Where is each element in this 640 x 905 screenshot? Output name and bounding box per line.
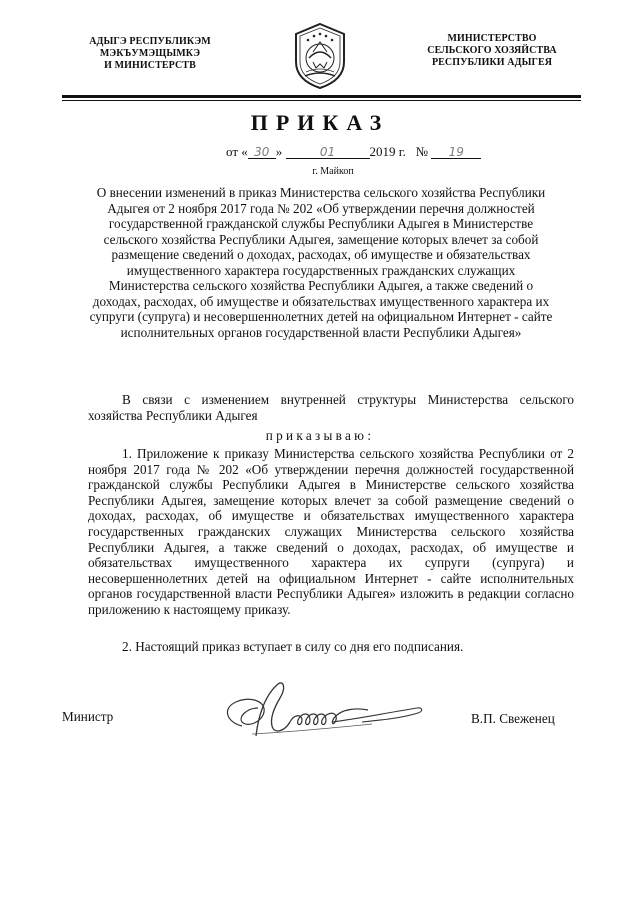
handwritten-signature xyxy=(212,678,434,748)
order-word: приказываю: xyxy=(265,428,375,443)
document-number: 19 xyxy=(431,144,481,159)
date-month: 01 xyxy=(286,144,370,159)
header-right-line-2: СЕЛЬСКОГО ХОЗЯЙСТВА xyxy=(427,45,557,56)
date-prefix: от « xyxy=(226,144,248,159)
document-title: ПРИКАЗ xyxy=(250,110,390,135)
header-right-org xyxy=(418,33,566,69)
number-label: № xyxy=(415,144,429,159)
signatory-name: В.П. Свеженец xyxy=(471,711,555,726)
header-left-line-3: И МИНИСТЕРСТВ xyxy=(104,60,196,71)
preamble-paragraph: В связи с изменением внутренней структуры Министерства сельского хозяйства Республики Адыгея xyxy=(88,392,574,423)
date-year: 2019 г. xyxy=(369,144,406,159)
header-right-line-3: РЕСПУБЛИКИ АДЫГЕЯ xyxy=(431,57,553,68)
date-mid: » xyxy=(275,144,283,159)
signatory-position: Министр xyxy=(62,709,114,724)
date-number-line xyxy=(226,144,496,160)
order-item-2: 2. Настоящий приказ вступает в силу со дня его подписания. xyxy=(122,639,464,654)
document-subject: О внесении изменений в приказ Министерства сельского хозяйства Республики Адыгея от 2 ноября 2017 года № 202 «Об утверждении перечня должностей государственной гражданской службы Республики Адыгея в Министерстве сельского хозяйства Республики Адыгея, замещение которых влечет за собой размещение сведений о доходах, расходах, об имуществе и обязательствах имущественного характера государственных гражданских служащих Министерства сельского хозяйства Республики Адыгея, а также сведений о доходах, расходах, об имуществе и обязательствах имущественного характера их супруги (супруга) и несовершеннолетних детей на официальном Интернет - сайте исполнительных органов государственной власти Республики Адыгея» xyxy=(89,185,553,340)
city: г. Майкоп xyxy=(312,166,354,177)
header-right-line-1: МИНИСТЕРСТВО xyxy=(447,33,537,44)
header-rule-thick xyxy=(62,95,581,98)
republic-emblem-icon xyxy=(291,22,349,90)
header-left-line-2: МЭКЪУМЭЩЫМКЭ xyxy=(99,48,201,59)
header-left-org xyxy=(88,36,212,72)
header-left-line-1: АДЫГЭ РЕСПУБЛИКЭМ xyxy=(89,36,211,47)
order-item-1: 1. Приложение к приказу Министерства сельского хозяйства Республики от 2 ноября 2017 года № 202 «Об утверждении перечня должностей государственной гражданской службы Республики Адыгея в Министерстве сельского хозяйства Республики Адыгея, замещение которых влечет за собой размещение сведений о доходах, расходах, об имуществе и обязательствах имущественного характера государственных гражданских служащих Министерства сельского хозяйства Республики Адыгея, а также сведений о доходах, расходах, об имуществе и обязательствах имущественного характера их супруги (супруга) и несовершеннолетних детей на официальном Интернет - сайте исполнительных органов государственной власти Республики Адыгея» изложить в редакции согласно приложению к настоящему приказу. xyxy=(88,446,574,617)
header-rule-thin xyxy=(62,100,581,101)
date-day: 30 xyxy=(248,144,276,159)
